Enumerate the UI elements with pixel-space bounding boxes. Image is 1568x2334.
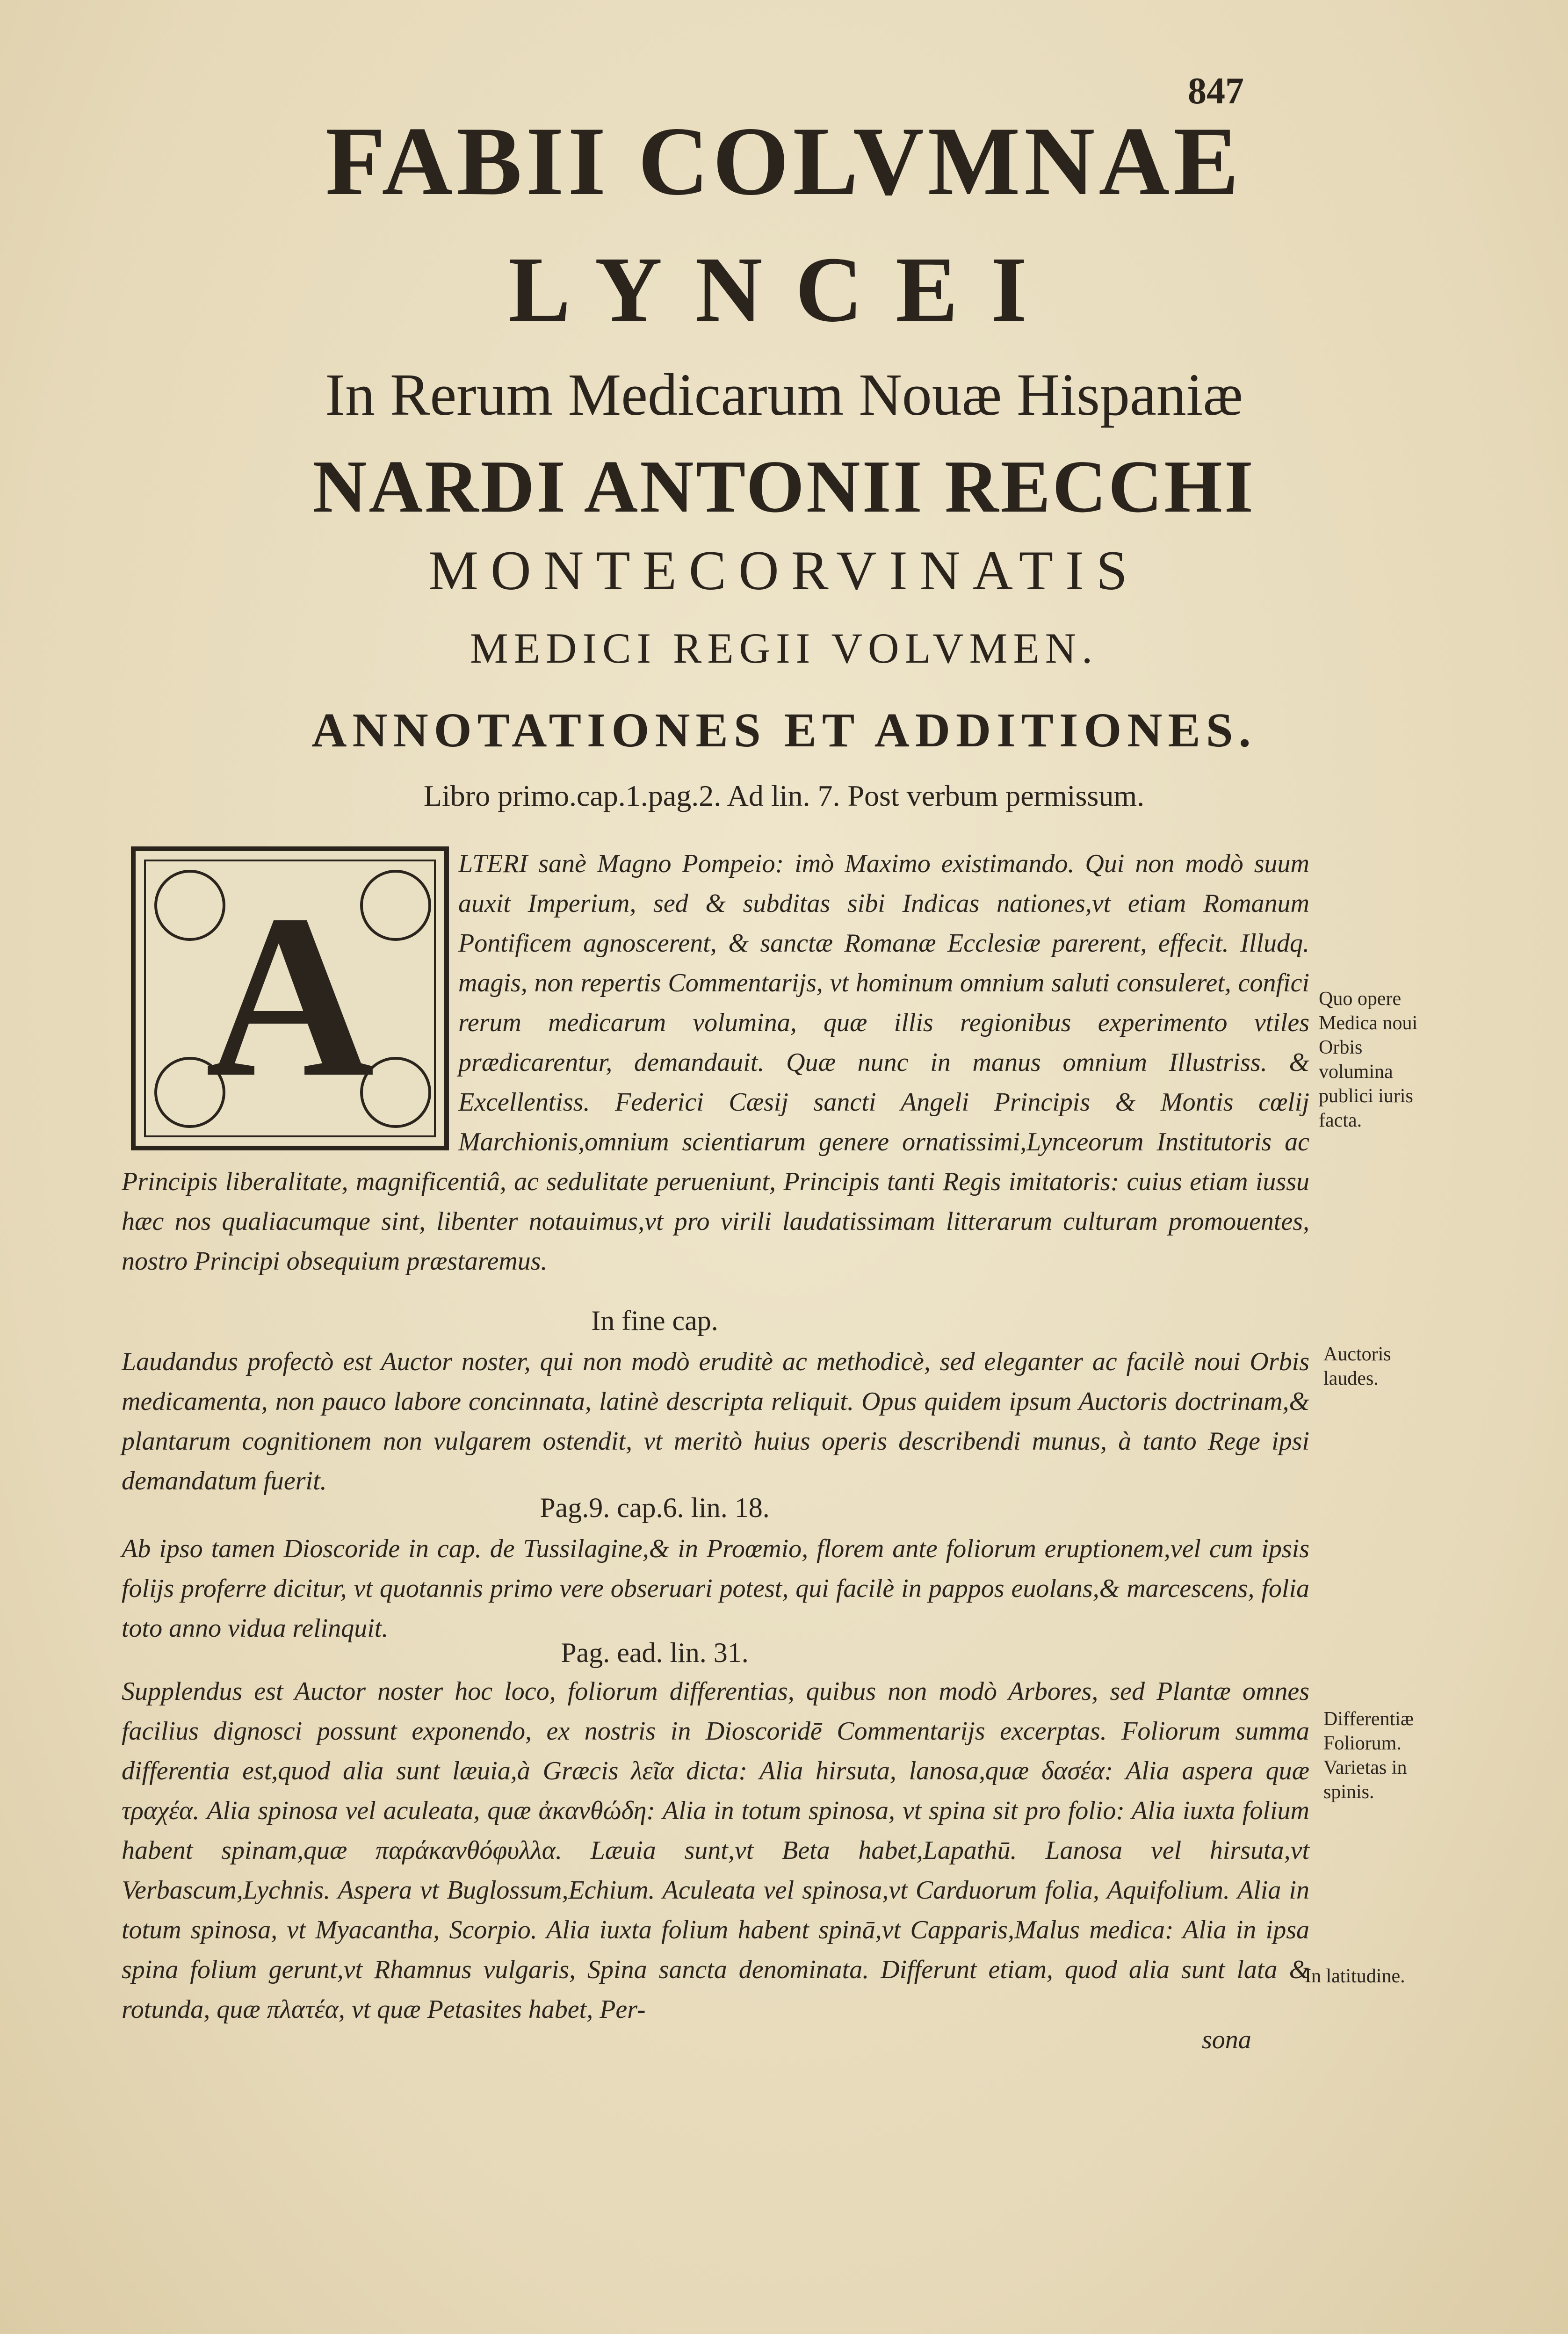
- marginal-note-differentiae: Differentiæ Foliorum. Varietas in spinis.: [1323, 1708, 1414, 1803]
- paragraph-intro: [122, 844, 1309, 1281]
- subheading-in-fine-cap: In fine cap.: [591, 1305, 718, 1336]
- paragraph-auctor: Laudandus profectò est Auctor noster, qui non modò eruditè ac methodicè, sed eleganter ac facilè noui Orbis medicamenta, non pauco labore concinnata, latinè descripta reliquit. Opus quidem ipsum Auctoris doctrinam,& plantarum cognitionem non vulgarem ostendit, vt meritò huius operis describendi munus, à tanto Rege ipsi demandatum fuerit.: [122, 1347, 1309, 1496]
- section-heading: ANNOTATIONES ET ADDITIONES.: [311, 703, 1257, 757]
- title-author: FABII COLVMNAE: [325, 107, 1243, 216]
- subheading-pag9: Pag.9. cap.6. lin. 18.: [540, 1492, 770, 1523]
- title-subject: In Rerum Medicarum Nouæ Hispaniæ: [325, 361, 1243, 428]
- reference-line: Libro primo.cap.1.pag.2. Ad lin. 7. Post verbum permissum.: [423, 779, 1145, 812]
- subheading-pag-ead: Pag. ead. lin. 31.: [561, 1637, 749, 1668]
- bleed-through-text: [196, 65, 1319, 100]
- paragraph-dioscoride: Ab ipso tamen Dioscoride in cap. de Tussilagine,& in Proœmio, florem ante foliorum eruptionem,vel cum ipsis folijs proferre dicitur, vt quotannis primo vere obseruari potest, qui facilè in pappos euolans,& marcescens, folia toto anno vidua relinquit.: [122, 1534, 1309, 1643]
- title-name: NARDI ANTONII RECCHI: [312, 445, 1256, 528]
- paragraph-intro-text: LTERI sanè Magno Pompeio: imò Maximo existimando. Qui non modò suum auxit Imperium, sed & subditas sibi Indicas nationes,vt etiam Romanum Pontificem agnoscerent, & sanctæ Romanæ Ecclesiæ parerent, effecit. Illudq. magis, non repertis Commentarijs, vt hominum omnium saluti consuleret, confici rerum medicarum volumina, quæ illis regionibus experimento vtiles prædicarentur, demandauit. Quæ nunc in manus omnium Illustriss. & Excellentiss. Federici Cæsij sancti Angeli Principis & Montis cœlij Marchionis,omnium scientiarum genere ornatissimi,Lynceorum Institutoris ac Principis liberalitate, magnificentiâ, ac sedulitate perueniunt, Principis tanti Regis imitatoris: cuius etiam iussu hæc nos qualiacumque sint, libenter notauimus,vt pro virili laudatissimam litterarum culturam promouentes, nostro Principi obsequium præstaremus.: [122, 849, 1309, 1276]
- paragraph-foliorum: Supplendus est Auctor noster hoc loco, foliorum differentias, quibus non modò Arbores, sed Plantæ omnes facilius dignosci possunt exponendo, ex nostris in Dioscoridē Commentarijs excerptas. Foliorum summa differentia est,quod alia sunt læuia,à Græcis λεῖα dicta: Alia hirsuta, lanosa,quæ δασέα: Alia aspera quæ τραχέα. Alia spinosa vel aculeata, quæ ἀκανθώδη: Alia in totum spinosa, vt spina sit pro folio: Alia iuxta folium habent spinam,quæ παράκανθόφυλλα. Læuia sunt,vt Beta habet,Lapathū. Lanosa vel hirsuta,vt Verbascum,Lychnis. Aspera vt Buglossum,Echium. Aculeata vel spinosa,vt Carduorum folia, Aquifolium. Alia in totum spinosa, vt Myacantha, Scorpio. Alia iuxta folium habent spinā,vt Capparis,Malus medica: Alia in ipsa spina folium gerunt,vt Rhamnus vulgaris, Spina sancta denominata. Differunt etiam, quod alia sunt lata & rotunda, quæ πλατέα, vt quæ Petasites habet, Per-: [122, 1677, 1309, 2024]
- catchword: sona: [1202, 2025, 1251, 2054]
- marginal-note-latitudine: In latitudine.: [1305, 1965, 1405, 1987]
- title-place: MONTECORVINATIS: [428, 539, 1140, 601]
- initial-spacer: [122, 844, 458, 1162]
- title-lyncei: LYNCEI: [508, 238, 1060, 341]
- marginal-note-volumina: Quo opere Medica noui Orbis volumina publici iuris facta.: [1319, 988, 1418, 1131]
- marginal-note-auctoris: Auctoris laudes.: [1323, 1344, 1391, 1389]
- initial-letter: A: [205, 867, 375, 1126]
- page-number: 847: [1188, 71, 1244, 112]
- title-volume: MEDICI REGII VOLVMEN.: [470, 624, 1098, 672]
